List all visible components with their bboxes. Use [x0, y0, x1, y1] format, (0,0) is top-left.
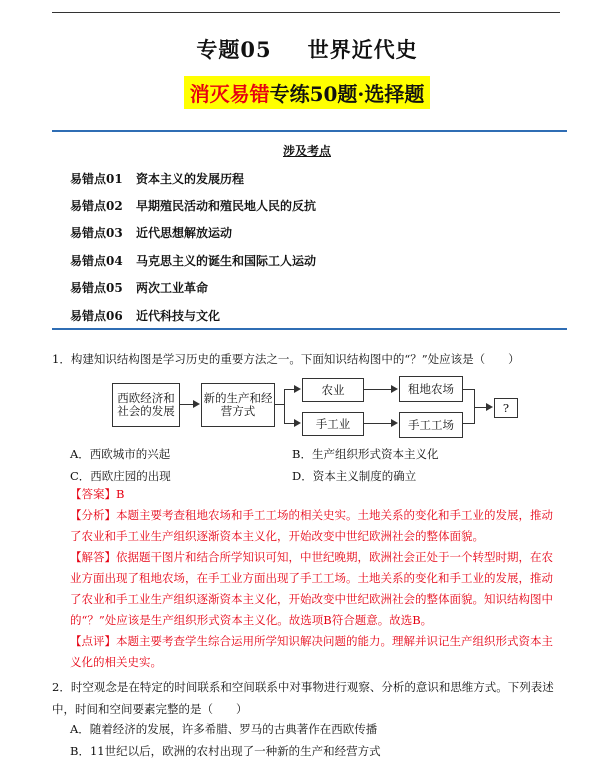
- question-1-analysis: 【分析】本题主要考查租地农场和手工工场的相关史实。土地关系的变化和手工业的发展，推动了农业和手工业生产组织逐渐资本主义化，开始改变中世纪欧洲社会的整体面貌。: [70, 508, 553, 543]
- question-2-stem: 2．时空观念是在特定的时间联系和空间联系中对事物进行观察、分析的意识和思维方式。下列表述中，时间和空间要素完整的是（ ）: [52, 680, 554, 716]
- diagram-box-workshop: 手工工场: [399, 412, 463, 438]
- top-rule: [52, 12, 560, 13]
- point-item: [70, 224, 232, 241]
- question-2-option-b: B．11世纪以后，欧洲的农村出现了一种新的生产和经营方式: [70, 744, 381, 758]
- diagram-box-agriculture: 农业: [302, 378, 364, 402]
- subtitle-text: 专练50题·选择题: [269, 82, 425, 106]
- point-number: 易错点01: [70, 172, 123, 186]
- page-subtitle: [0, 76, 614, 109]
- title-topic-number: 专题05: [196, 37, 272, 62]
- point-number: 易错点02: [70, 199, 123, 213]
- point-item: [70, 170, 244, 187]
- point-text: 近代科技与文化: [136, 309, 221, 323]
- subtitle-highlight: [184, 76, 431, 109]
- question-2-option-a: A．随着经济的发展，许多希腊、罗马的古典著作在西欧传播: [70, 722, 378, 736]
- section-rule-top: [52, 130, 567, 132]
- question-1-option-a: A．西欧城市的兴起: [70, 447, 171, 461]
- point-number: 易错点03: [70, 226, 123, 240]
- point-item: [70, 252, 316, 269]
- section-rule-bottom: [52, 328, 567, 330]
- point-item: [70, 307, 220, 324]
- question-1-comment: 【点评】本题主要考查学生综合运用所学知识解决问题的能力。理解并识记生产组织形式资本主义化的相关史实。: [70, 634, 553, 669]
- question-1-option-d: D．资本主义制度的确立: [292, 469, 417, 483]
- diagram-box-economy: 西欧经济和社会的发展: [112, 383, 180, 427]
- point-text: 马克思主义的诞生和国际工人运动: [136, 254, 317, 268]
- question-1-answer: 【答案】B: [70, 487, 125, 501]
- page-title: [0, 34, 614, 64]
- point-number: 易错点06: [70, 309, 123, 323]
- point-number: 易错点05: [70, 281, 123, 295]
- question-1-stem: 1．构建知识结构图是学习历史的重要方法之一。下面知识结构图中的“？”处应该是（ ）: [52, 352, 520, 366]
- subtitle-red-text: 消灭易错: [189, 82, 270, 106]
- title-topic-name: 世界近代史: [307, 37, 418, 62]
- question-1-option-c: C．西欧庄园的出现: [70, 469, 171, 483]
- diagram-box-new-production: 新的生产和经营方式: [201, 383, 275, 427]
- point-number: 易错点04: [70, 254, 123, 268]
- point-item: [70, 279, 208, 296]
- point-text: 近代思想解放运动: [136, 226, 233, 240]
- point-text: 早期殖民活动和殖民地人民的反抗: [136, 199, 317, 213]
- diagram-box-question-mark: ?: [494, 398, 518, 418]
- point-text: 资本主义的发展历程: [136, 172, 245, 186]
- diagram-box-leased-farm: 租地农场: [399, 376, 463, 402]
- question-1-solution: 【解答】依据题干图片和结合所学知识可知，中世纪晚期，欧洲社会正处于一个转型时期，在农业方面出现了租地农场，在手工业方面出现了手工工场。土地关系的变化和手工业的发展，推动了农业和手工业生产组织逐渐资本主义化，开始改变中世纪欧洲社会的整体面貌。知识结构图中的“？”处应该是生产组织形式资本主义化。故选项B符合题意。故选B。: [70, 550, 553, 627]
- question-1-option-b: B．生产组织形式资本主义化: [292, 447, 439, 461]
- point-item: [70, 197, 316, 214]
- point-text: 两次工业革命: [136, 281, 209, 295]
- points-heading: 涉及考点: [282, 144, 331, 158]
- diagram-box-handicraft: 手工业: [302, 412, 364, 436]
